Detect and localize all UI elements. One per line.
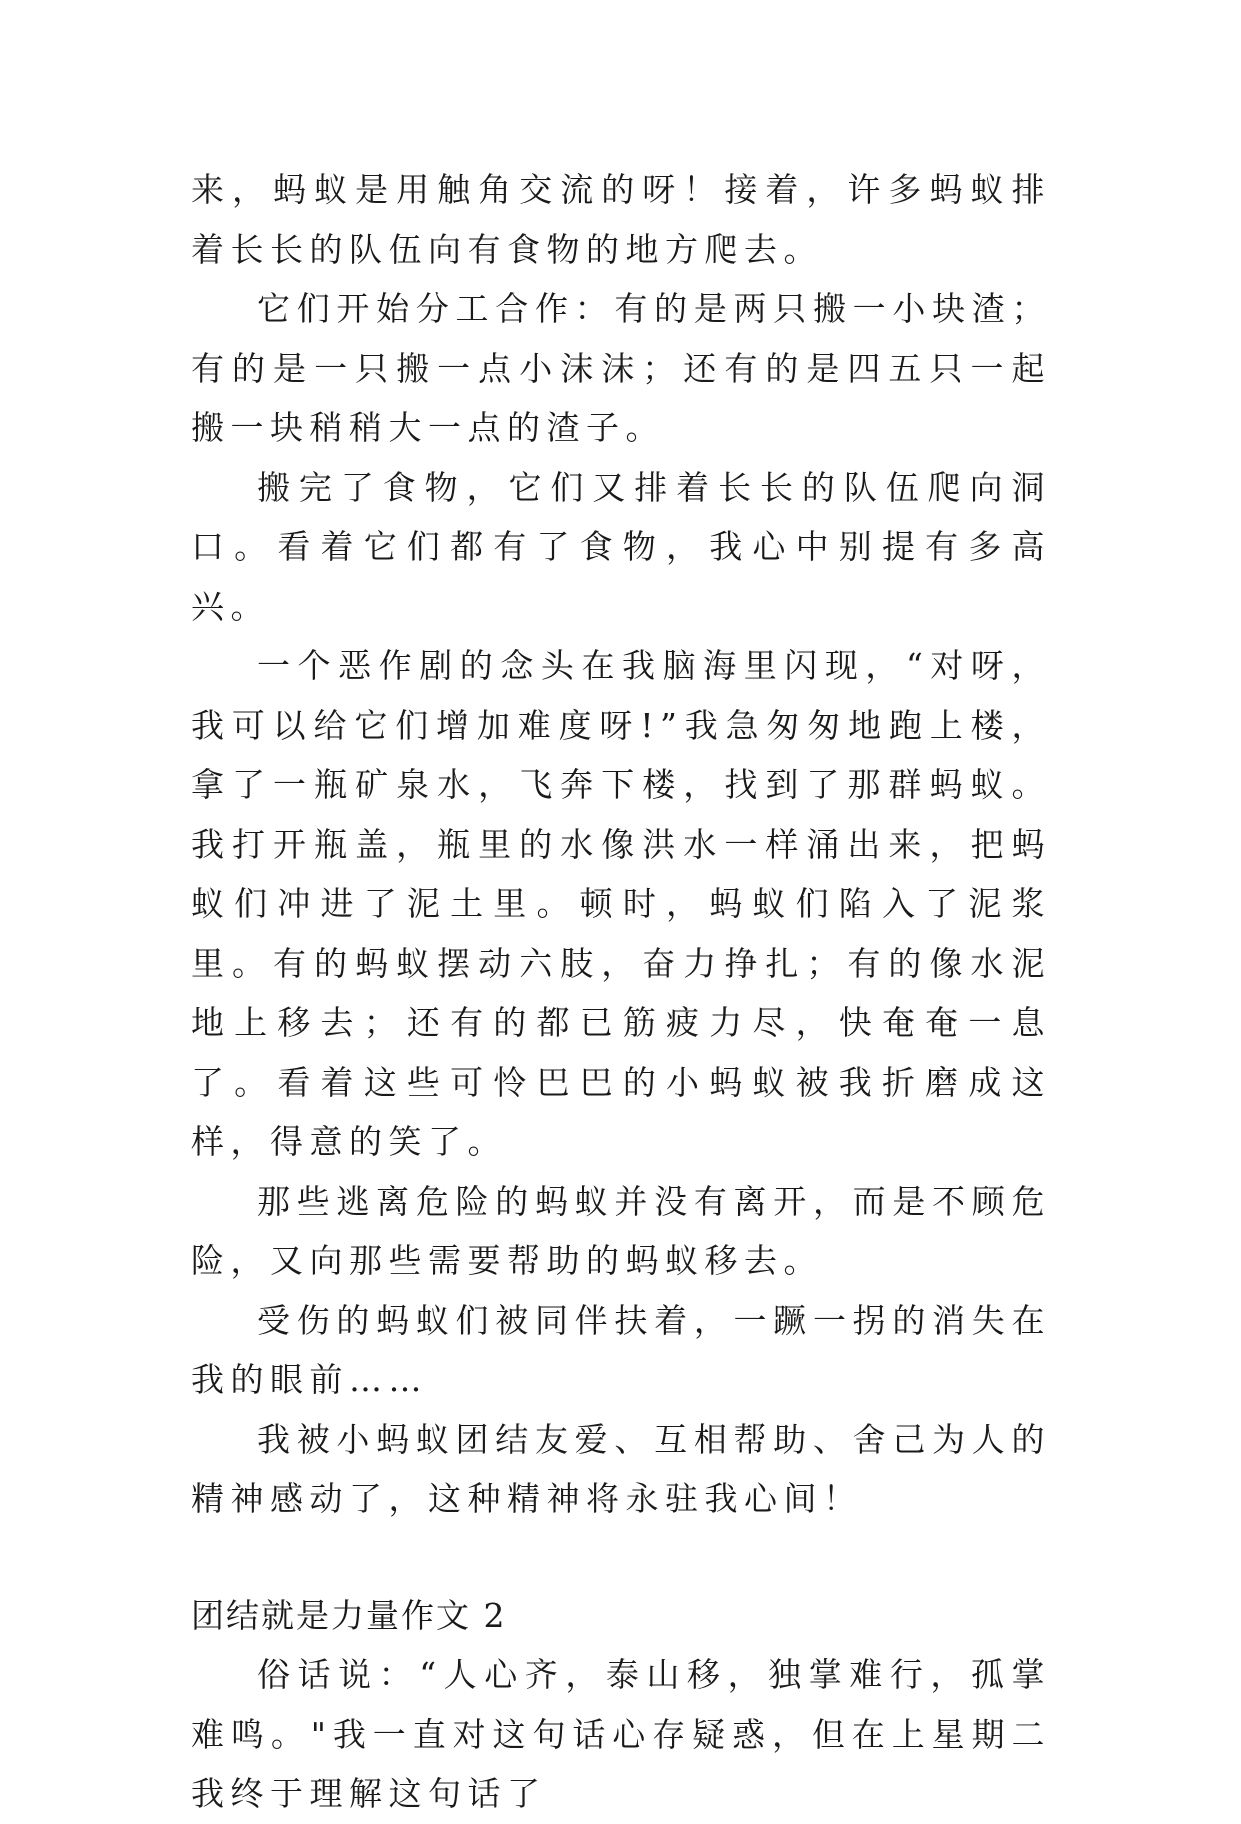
paragraph: 搬完了食物，它们又排着长长的队伍爬向洞口。看着它们都有了食物，我心中别提有多高兴。 — [191, 467, 1051, 626]
document-body — [191, 160, 1051, 1824]
paragraph: 那些逃离危险的蚂蚁并没有离开，而是不顾危险，又向那些需要帮助的蚂蚁移去。 — [191, 1181, 1051, 1280]
paragraph: 我被小蚂蚁团结友爱、互相帮助、舍己为人的精神感动了，这种精神将永驻我心间！ — [191, 1419, 1051, 1518]
paragraph: 受伤的蚂蚁们被同伴扶着，一蹶一拐的消失在我的眼前…… — [191, 1300, 1051, 1399]
paragraph: 来，蚂蚁是用触角交流的呀！接着，许多蚂蚁排着长长的队伍向有食物的地方爬去。 — [191, 170, 1051, 269]
paragraph: 一个恶作剧的念头在我脑海里闪现，“对呀，我可以给它们增加难度呀!”我急匆匆地跑上楼，拿了一瓶矿泉水，飞奔下楼，找到了那群蚂蚁。我打开瓶盖，瓶里的水像洪水一样涌出来，把蚂蚁们冲进了泥土里。顿时，蚂蚁们陷入了泥浆里。有的蚂蚁摆动六肢，奋力挣扎；有的像水泥地上移去；还有的都已筋疲力尽，快奄奄一息了。看着这些可怜巴巴的小蚂蚁被我折磨成这样，得意的笑了。 — [191, 646, 1051, 1161]
paragraph: 它们开始分工合作：有的是两只搬一小块渣；有的是一只搬一点小沫沫；还有的是四五只一起搬一块稍稍大一点的渣子。 — [191, 289, 1051, 447]
paragraph: 俗话说：“人心齐，泰山移，独掌难行，孤掌难鸣。"我一直对这句话心存疑惑，但在上星期二我终于理解这句话了 — [191, 1655, 1051, 1813]
section-title: 团结就是力量作文 2 — [191, 1595, 507, 1635]
